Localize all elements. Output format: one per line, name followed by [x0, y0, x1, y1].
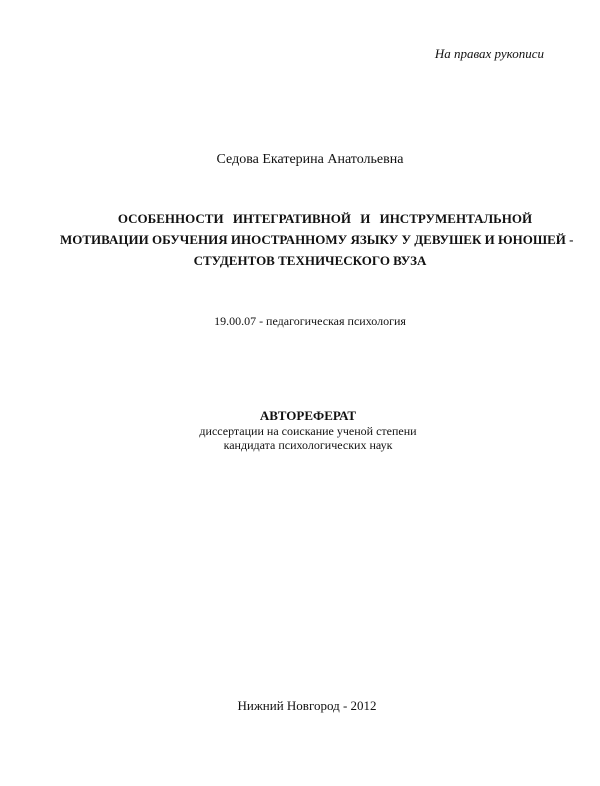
manuscript-notice: На правах рукописи [434, 46, 544, 61]
title-line-1: ОСОБЕННОСТИ ИНТЕГРАТИВНОЙ И ИНСТРУМЕНТАЛЬНОЙ [117, 211, 533, 226]
document-type: АВТОРЕФЕРАТ [259, 408, 357, 423]
document-subtitle-2: кандидата психологических наук [223, 438, 393, 452]
title-line-2: МОТИВАЦИИ ОБУЧЕНИЯ ИНОСТРАННОМУ ЯЗЫКУ У ДЕВУШЕК И ЮНОШЕЙ - [60, 232, 574, 247]
dissertation-title [60, 208, 574, 271]
document-subtitle-1: диссертации на соискание ученой степени [199, 424, 417, 438]
specialty-code: 19.00.07 - педагогическая психология [214, 314, 406, 328]
title-line-3: СТУДЕНТОВ ТЕХНИЧЕСКОГО ВУЗА [193, 253, 427, 268]
author-name: Седова Екатерина Анатольевна [216, 152, 404, 167]
place-and-year: Нижний Новгород - 2012 [237, 698, 377, 713]
